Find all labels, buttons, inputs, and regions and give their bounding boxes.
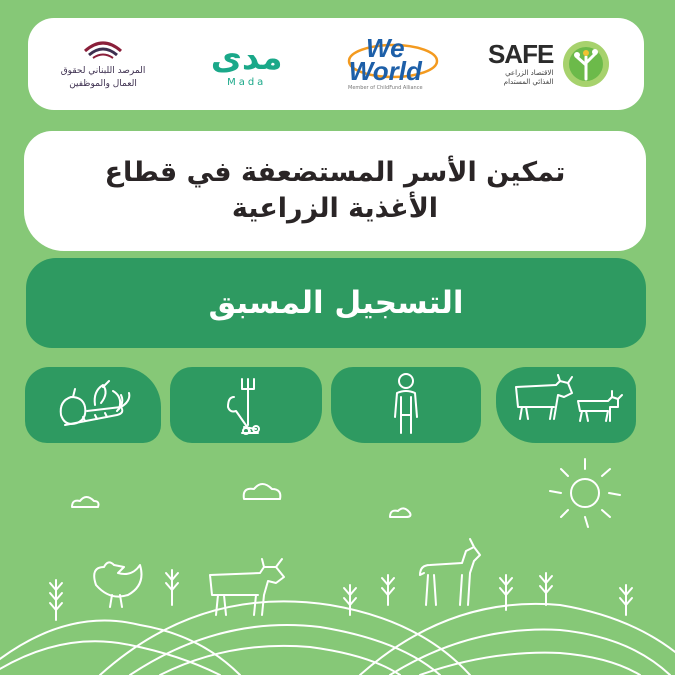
weworld-name-line1: We bbox=[366, 32, 405, 63]
title-line-2: الأغذية الزراعية bbox=[231, 193, 439, 224]
chicken-icon bbox=[94, 562, 141, 607]
category-tile-livestock[interactable] bbox=[496, 367, 636, 443]
category-tile-person[interactable] bbox=[331, 367, 481, 443]
safe-tagline-line2: الغذائي المستدام bbox=[503, 78, 554, 86]
safe-tagline-line1: الاقتصاد الزراعي bbox=[505, 68, 554, 77]
page-title bbox=[55, 155, 615, 228]
mada-name-arabic: مدى bbox=[210, 37, 283, 78]
title-line-1: تمكين الأسر المستضعفة في قطاع bbox=[104, 156, 566, 188]
weworld-tagline: Member of ChildFund Alliance bbox=[348, 85, 423, 92]
safe-tree-icon bbox=[561, 39, 611, 89]
safe-name: SAFE bbox=[487, 38, 554, 69]
mada-logo bbox=[211, 29, 283, 99]
weworld-name-line2: World bbox=[348, 56, 422, 86]
observatory-name-line2: العمال والموظفين bbox=[69, 79, 137, 89]
observatory-eye-icon bbox=[81, 37, 125, 61]
farm-scene-illustration bbox=[0, 455, 675, 675]
safe-logo bbox=[488, 29, 611, 99]
mada-name-english: Mada bbox=[227, 76, 267, 88]
category-tile-vegetables[interactable] bbox=[25, 367, 161, 443]
category-tile-farm-tools[interactable] bbox=[170, 367, 322, 443]
livestock-icon bbox=[496, 367, 636, 443]
headline-card bbox=[24, 131, 646, 251]
pre-registration-label: التسجيل المسبق bbox=[208, 285, 464, 321]
cloud-icon-2 bbox=[244, 484, 281, 499]
weworld-logo bbox=[348, 29, 423, 99]
vegetables-icon bbox=[25, 367, 161, 443]
observatory-logo bbox=[61, 29, 146, 99]
observatory-name-line1: المرصد اللبناني لحقوق bbox=[60, 66, 146, 77]
pre-registration-button[interactable] bbox=[26, 258, 646, 348]
person-icon bbox=[331, 367, 481, 443]
partner-logos-bar bbox=[28, 18, 644, 110]
sun-icon bbox=[550, 459, 620, 527]
cloud-icon-1 bbox=[72, 497, 99, 507]
goat-icon bbox=[420, 539, 480, 605]
cloud-icon-3 bbox=[390, 508, 411, 517]
farm-tools-icon bbox=[170, 367, 322, 443]
cow-icon bbox=[210, 559, 284, 615]
